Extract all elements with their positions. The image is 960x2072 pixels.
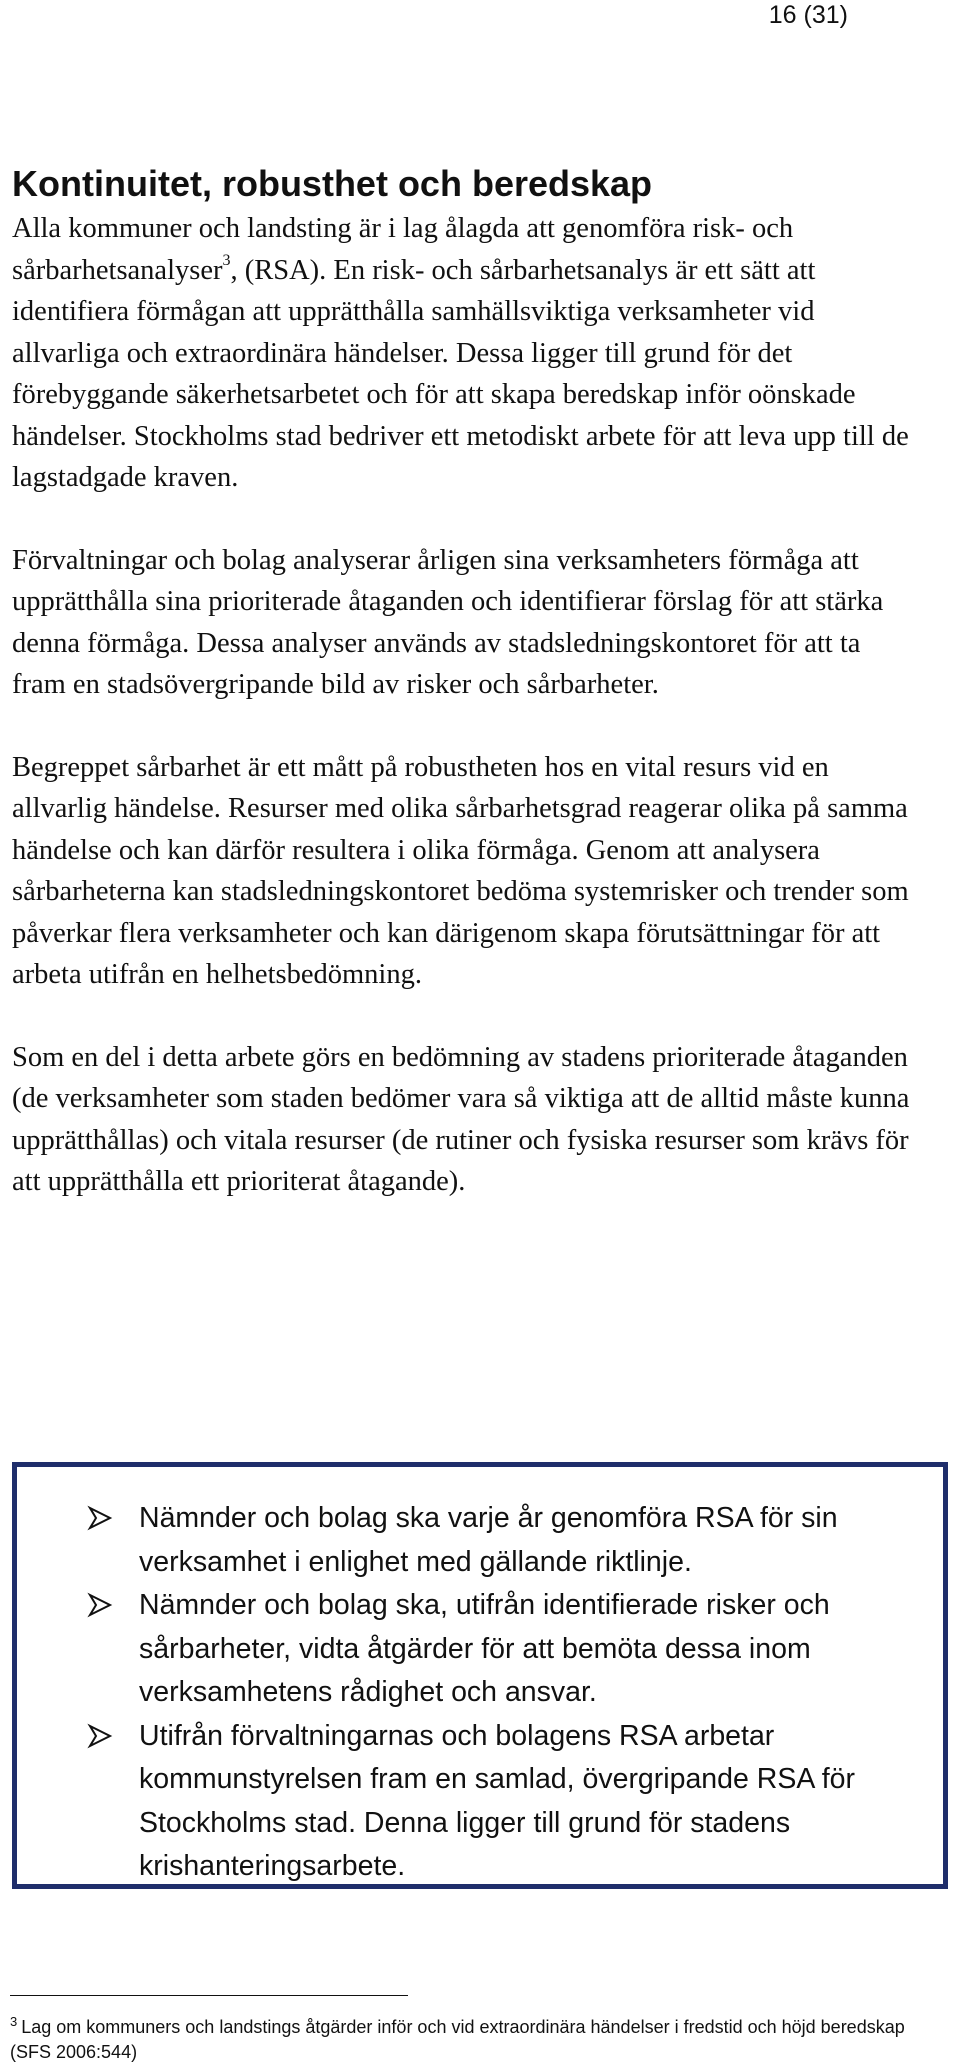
paragraph-assessment: Som en del i detta arbete görs en bedömning av stadens prioriterade åtaganden (de verksamheter som staden bedömer vara så viktiga att de alltid måste kunna upprätthållas) och vitala resurser (de rutiner och fysiska resurser som krävs för att upprätthålla ett prioriterat åtagande). bbox=[12, 1041, 910, 1197]
requirements-list bbox=[17, 1497, 943, 1889]
main-content bbox=[12, 160, 912, 1203]
paragraph-analysis: Förvaltningar och bolag analyserar årligen sina verksamheters förmåga att upprätthålla sina prioriterade åtaganden och identifierar förslag för att stärka denna förmåga. Dessa analyser används av stadsledningskontoret för att ta fram en stadsövergripande bild av risker och sårbarheter. bbox=[12, 544, 884, 700]
footnote bbox=[10, 2009, 910, 2065]
section-heading: Kontinuitet, robusthet och beredskap bbox=[12, 163, 653, 204]
requirement-text: Nämnder och bolag ska, utifrån identifierade risker och sårbarheter, vidta åtgärder för att bemöta dessa inom verksamhetens rådighet och ansvar. bbox=[139, 1589, 830, 1708]
footnote-number: 3 bbox=[10, 2014, 18, 2029]
requirement-text: Nämnder och bolag ska varje år genomföra RSA för sin verksamhet i enlighet med gällande riktlinje. bbox=[139, 1502, 838, 1578]
paragraph-vulnerability: Begreppet sårbarhet är ett mått på robustheten hos en vital resurs vid en allvarlig händelse. Resurser med olika sårbarhetsgrad reagerar olika på samma händelse och kan därför resultera i olika förmåga. Genom att analysera sårbarheterna kan stadsledningskontoret bedöma systemrisker och trender som påverkar flera verksamheter och kan därigenom skapa förutsättningar för att arbeta utifrån en helhetsbedömning. bbox=[12, 751, 909, 990]
footnote-reference[interactable]: 3 bbox=[222, 251, 231, 269]
footnote-text: Lag om kommuners och landstings åtgärder inför och vid extraordinära händelser i fredstid och höjd beredskap (SFS 2006:544) bbox=[10, 2017, 905, 2062]
intro-text-start: Alla kommuner och landsting är i lag ålagda att genomföra risk- och sårbarhetsanalyser bbox=[12, 213, 794, 286]
arrow-bullet-icon bbox=[87, 1592, 113, 1618]
arrow-bullet-icon bbox=[87, 1505, 113, 1531]
page-number: 16 (31) bbox=[768, 1, 848, 29]
requirement-text: Utifrån förvaltningarnas och bolagens RSA arbetar kommunstyrelsen fram en samlad, övergripande RSA för Stockholms stad. Denna ligger till grund för stadens krishanteringsarbete. bbox=[139, 1719, 855, 1882]
requirement-item bbox=[17, 1584, 943, 1715]
requirements-callout-box bbox=[12, 1462, 948, 1889]
requirement-item bbox=[17, 1497, 943, 1584]
intro-text-end: , (RSA). En risk- och sårbarhetsanalys är ett sätt att identifiera förmågan att upprätthålla samhällsviktiga verksamheter vid allvarliga och extraordinära händelser. Dessa ligger till grund för det förebyggande säkerhetsarbetet och för att skapa beredskap inför oönskade händelser. Stockholms stad bedriver ett metodiskt arbete för att leva upp till de lagstadgade kraven. bbox=[12, 254, 909, 493]
requirement-item bbox=[17, 1715, 943, 1889]
footnote-divider bbox=[10, 1995, 408, 1996]
arrow-bullet-icon bbox=[87, 1723, 113, 1749]
intro-paragraph bbox=[12, 208, 912, 499]
